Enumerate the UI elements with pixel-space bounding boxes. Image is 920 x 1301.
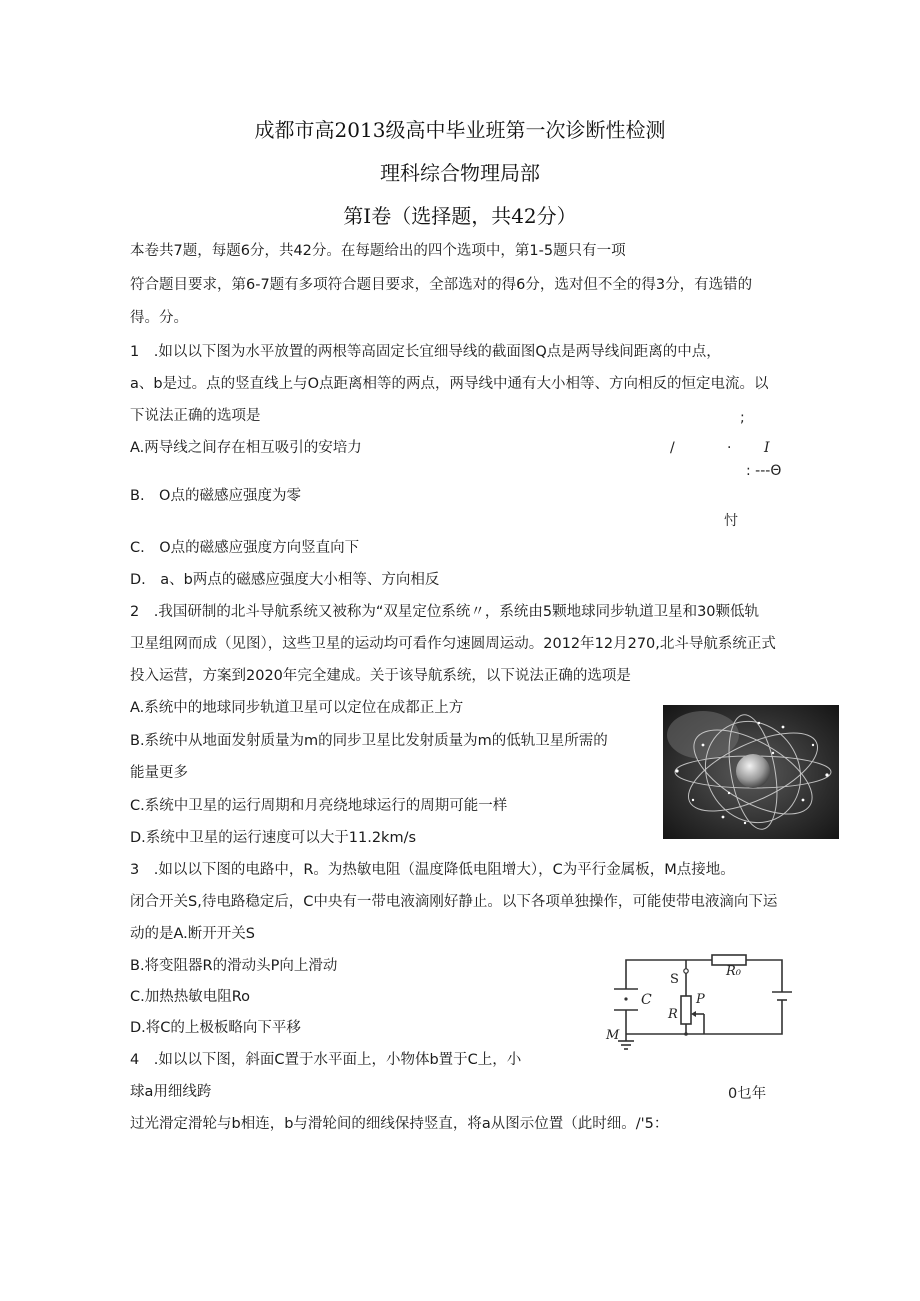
intro-line: 符合题目要求，第6-7题有多项符合题目要求，全部选对的得6分，选对但不全的得3分，有选错的 [130, 277, 753, 293]
intro-line: 本卷共7题，每题6分，共42分。在每题给出的四个选项中，第1-5题只有一项 [130, 243, 626, 259]
page-subtitle: 理科综合物理局部 [380, 161, 540, 185]
section-heading: 第Ⅰ卷（选择题，共42分） [343, 204, 577, 228]
q1-figure-mark: 忖 [724, 513, 738, 529]
label-c: C [641, 992, 652, 1008]
q3-option-c: C.加热热敏电阻Ro [130, 989, 251, 1005]
q3-stem-line: 动的是A.断开开关S [130, 926, 255, 942]
q1-option-b: B. O点的磁感应强度为零 [130, 488, 301, 504]
q3-option-d: D.将C的上极板略向下平移 [130, 1020, 301, 1036]
q1-figure-mark: I [764, 440, 770, 456]
q1-figure-mark: · [727, 440, 732, 456]
label-p: P [696, 992, 705, 1007]
q1-stem-line: a、b是过。点的竖直线上与O点距离相等的两点，两导线中通有大小相等、方向相反的恒定电流。以 [130, 376, 769, 392]
q4-stem-line: 过光滑定滑轮与b相连，b与滑轮间的细线保持竖直，将a从图示位置（此时细。/'5： [130, 1116, 669, 1132]
q1-figure-mark: : ---Θ [746, 463, 782, 479]
q2-option-a: A.系统中的地球同步轨道卫星可以定位在成都正上方 [130, 700, 464, 716]
q1-stem-line: 1 .如以以下图为水平放置的两根等高固定长宜细导线的截面图Q点是两导线间距离的中点， [130, 344, 721, 360]
q1-option-a: A.两导线之间存在相互吸引的安培力 [130, 440, 362, 456]
q1-option-c: C. O点的磁感应强度方向竖直向下 [130, 540, 360, 556]
label-s: S [670, 972, 679, 987]
q3-stem-line: 3 .如以以下图的电路中，R。为热敏电阻（温度降低电阻增大），C为平行金属板，M点接地。 [130, 862, 735, 878]
label-r: R [668, 1007, 678, 1022]
q2-stem-line: 投入运营，方案到2020年完全建成。关于该导航系统，以下说法正确的选项是 [130, 668, 631, 684]
q4-figure-mark: 0乜年 [728, 1086, 767, 1102]
q2-stem-line: 2 .我国研制的北斗导航系统又被称为“双星定位系统〃，系统由5颗地球同步轨道卫星和30颗低轨 [130, 604, 760, 620]
q1-figure-mark: ; [740, 410, 745, 426]
label-m: M [606, 1028, 620, 1043]
circuit-diagram [600, 952, 800, 1052]
page-title: 成都市高2013级高中毕业班第一次诊断性检测 [254, 118, 666, 142]
q3-stem-line: 闭合开关S,待电路稳定后，C中央有一带电液滴刚好静止。以下各项单独操作，可能使带电液滴向下运 [130, 894, 778, 910]
intro-line: 得。分。 [130, 310, 188, 326]
label-r0: R₀ [726, 964, 741, 979]
q2-option-b-cont: 能量更多 [130, 765, 188, 781]
q2-option-b: B.系统中从地面发射质量为m的同步卫星比发射质量为m的低轨卫星所需的 [130, 733, 608, 749]
q1-option-d: D. a、b两点的磁感应强度大小相等、方向相反 [130, 572, 440, 588]
q2-stem-line: 卫星组网而成（见图），这些卫星的运动均可看作匀速圆周运动。2012年12月270,北斗导航系统正式 [130, 636, 776, 652]
q1-figure-mark: / [670, 440, 675, 456]
q2-option-c: C.系统中卫星的运行周期和月亮绕地球运行的周期可能一样 [130, 798, 508, 814]
q1-stem-line: 下说法正确的选项是 [130, 408, 261, 424]
satellite-orbit-image [663, 705, 839, 839]
q4-stem-line: 4 .如以以下图，斜面C置于水平面上，小物体b置于C上，小 [130, 1052, 522, 1068]
q4-stem-line: 球a用细线跨 [130, 1084, 212, 1100]
q2-option-d: D.系统中卫星的运行速度可以大于11.2km/s [130, 830, 417, 846]
q3-option-b: B.将变阻器R的滑动头P向上滑动 [130, 958, 338, 974]
